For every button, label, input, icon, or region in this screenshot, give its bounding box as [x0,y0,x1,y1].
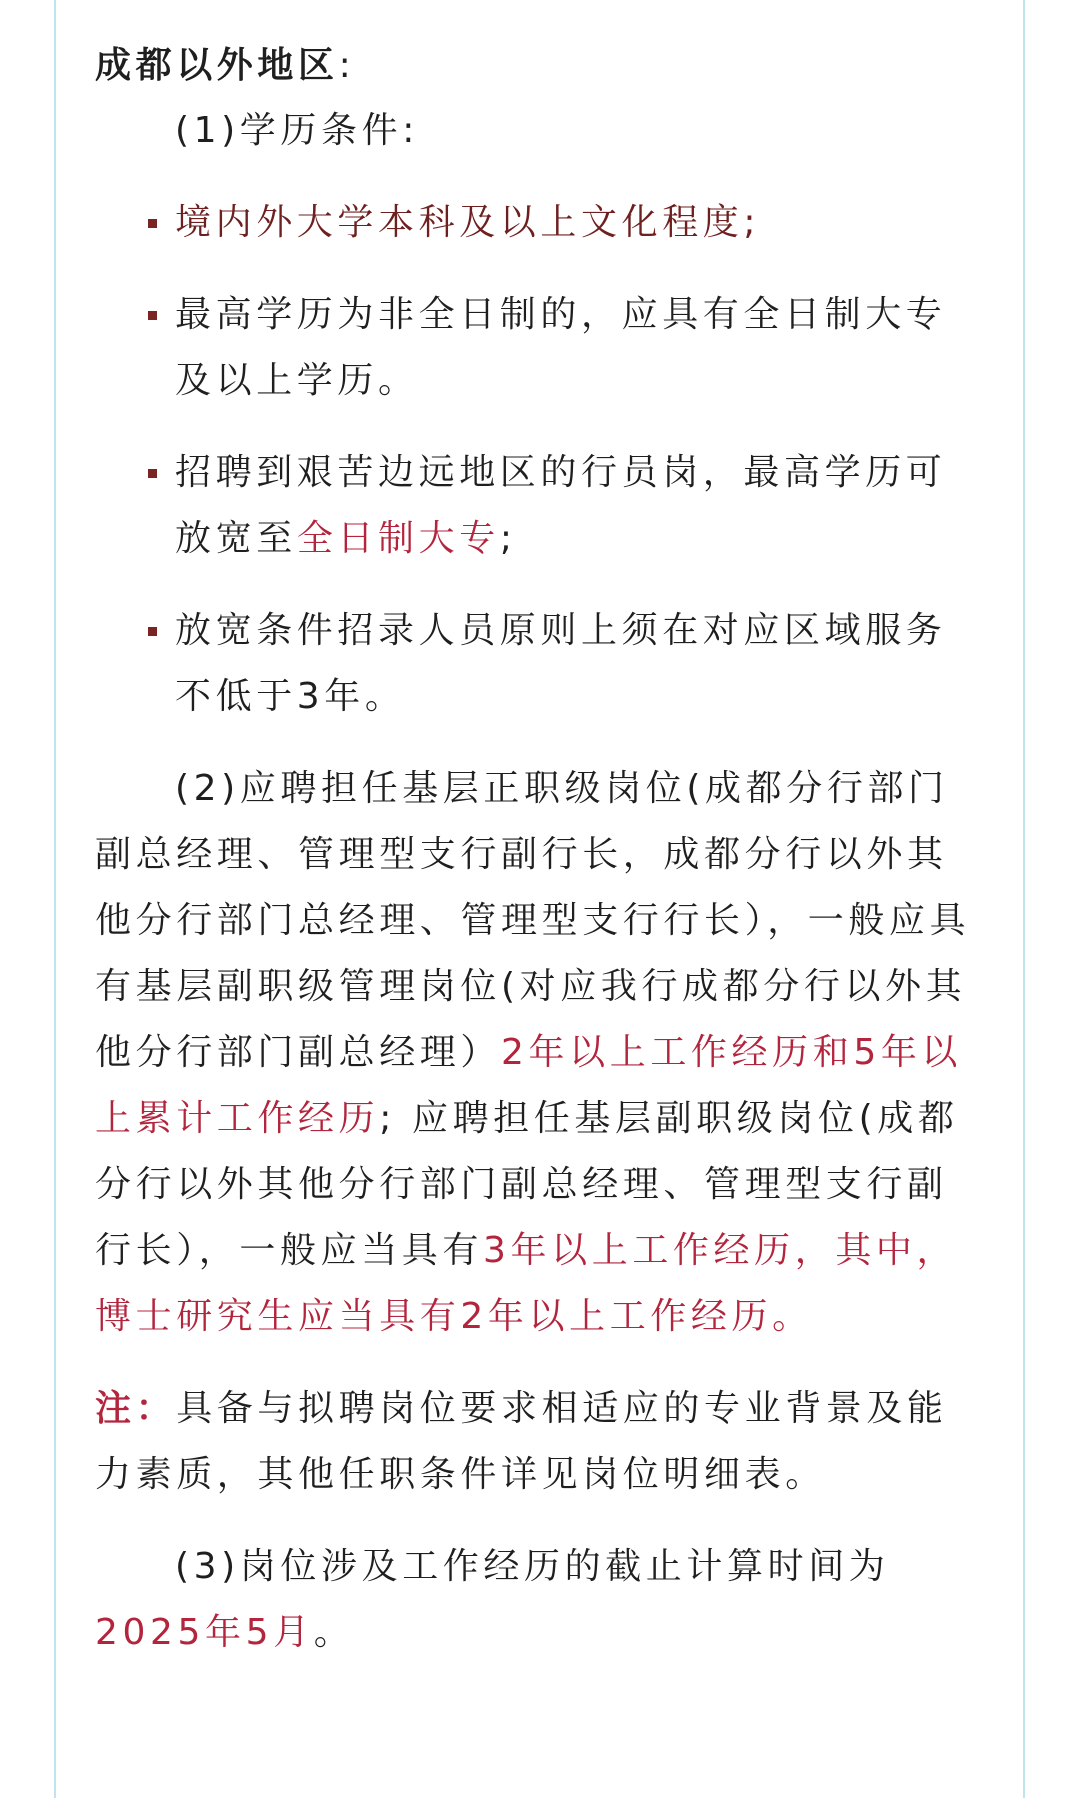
right-border-line [1023,0,1025,1798]
bullet-item: 最高学历为非全日制的，应具有全日制大专及以上学历。 [95,282,985,414]
bullet-item: 境内外大学本科及以上文化程度; [95,190,985,256]
note-label: 注： [95,1388,177,1429]
note-paragraph: 注：具备与拟聘岗位要求相适应的专业背景及能力素质，其他任职条件详见岗位明细表。 [95,1388,948,1495]
article-content [95,34,985,1666]
cutoff-date-paragraph: (3)岗位涉及工作经历的截止计算时间为2025年5月。 [95,1546,890,1653]
bullet-item: 放宽条件招录人员原则上须在对应区域服务不低于3年。 [95,598,985,730]
position-requirement-paragraph: (2)应聘担任基层正职级岗位(成都分行部门副总经理、管理型支行副行长，成都分行以外其他分行部门总经理、管理型支行行长），一般应具有基层副职级管理岗位(对应我行成都分行以外其他分行部门副总经理）2年以上工作经历和5年以上累计工作经历; 应聘担任基层副职级岗位(成都分行以外其他分行部门副总经理、管理型支行副行长），一般应当具有3年以上工作经历，其中，博士研究生应当具有2年以上工作经历。 [95,768,971,1337]
education-condition-label: (1)学历条件: [175,110,419,151]
bullet-item: 招聘到艰苦边远地区的行员岗，最高学历可放宽至全日制大专; [95,440,985,572]
section-heading: 成都以外地区: [95,45,356,86]
left-border-line [54,0,56,1798]
education-bullet-list [95,190,985,730]
